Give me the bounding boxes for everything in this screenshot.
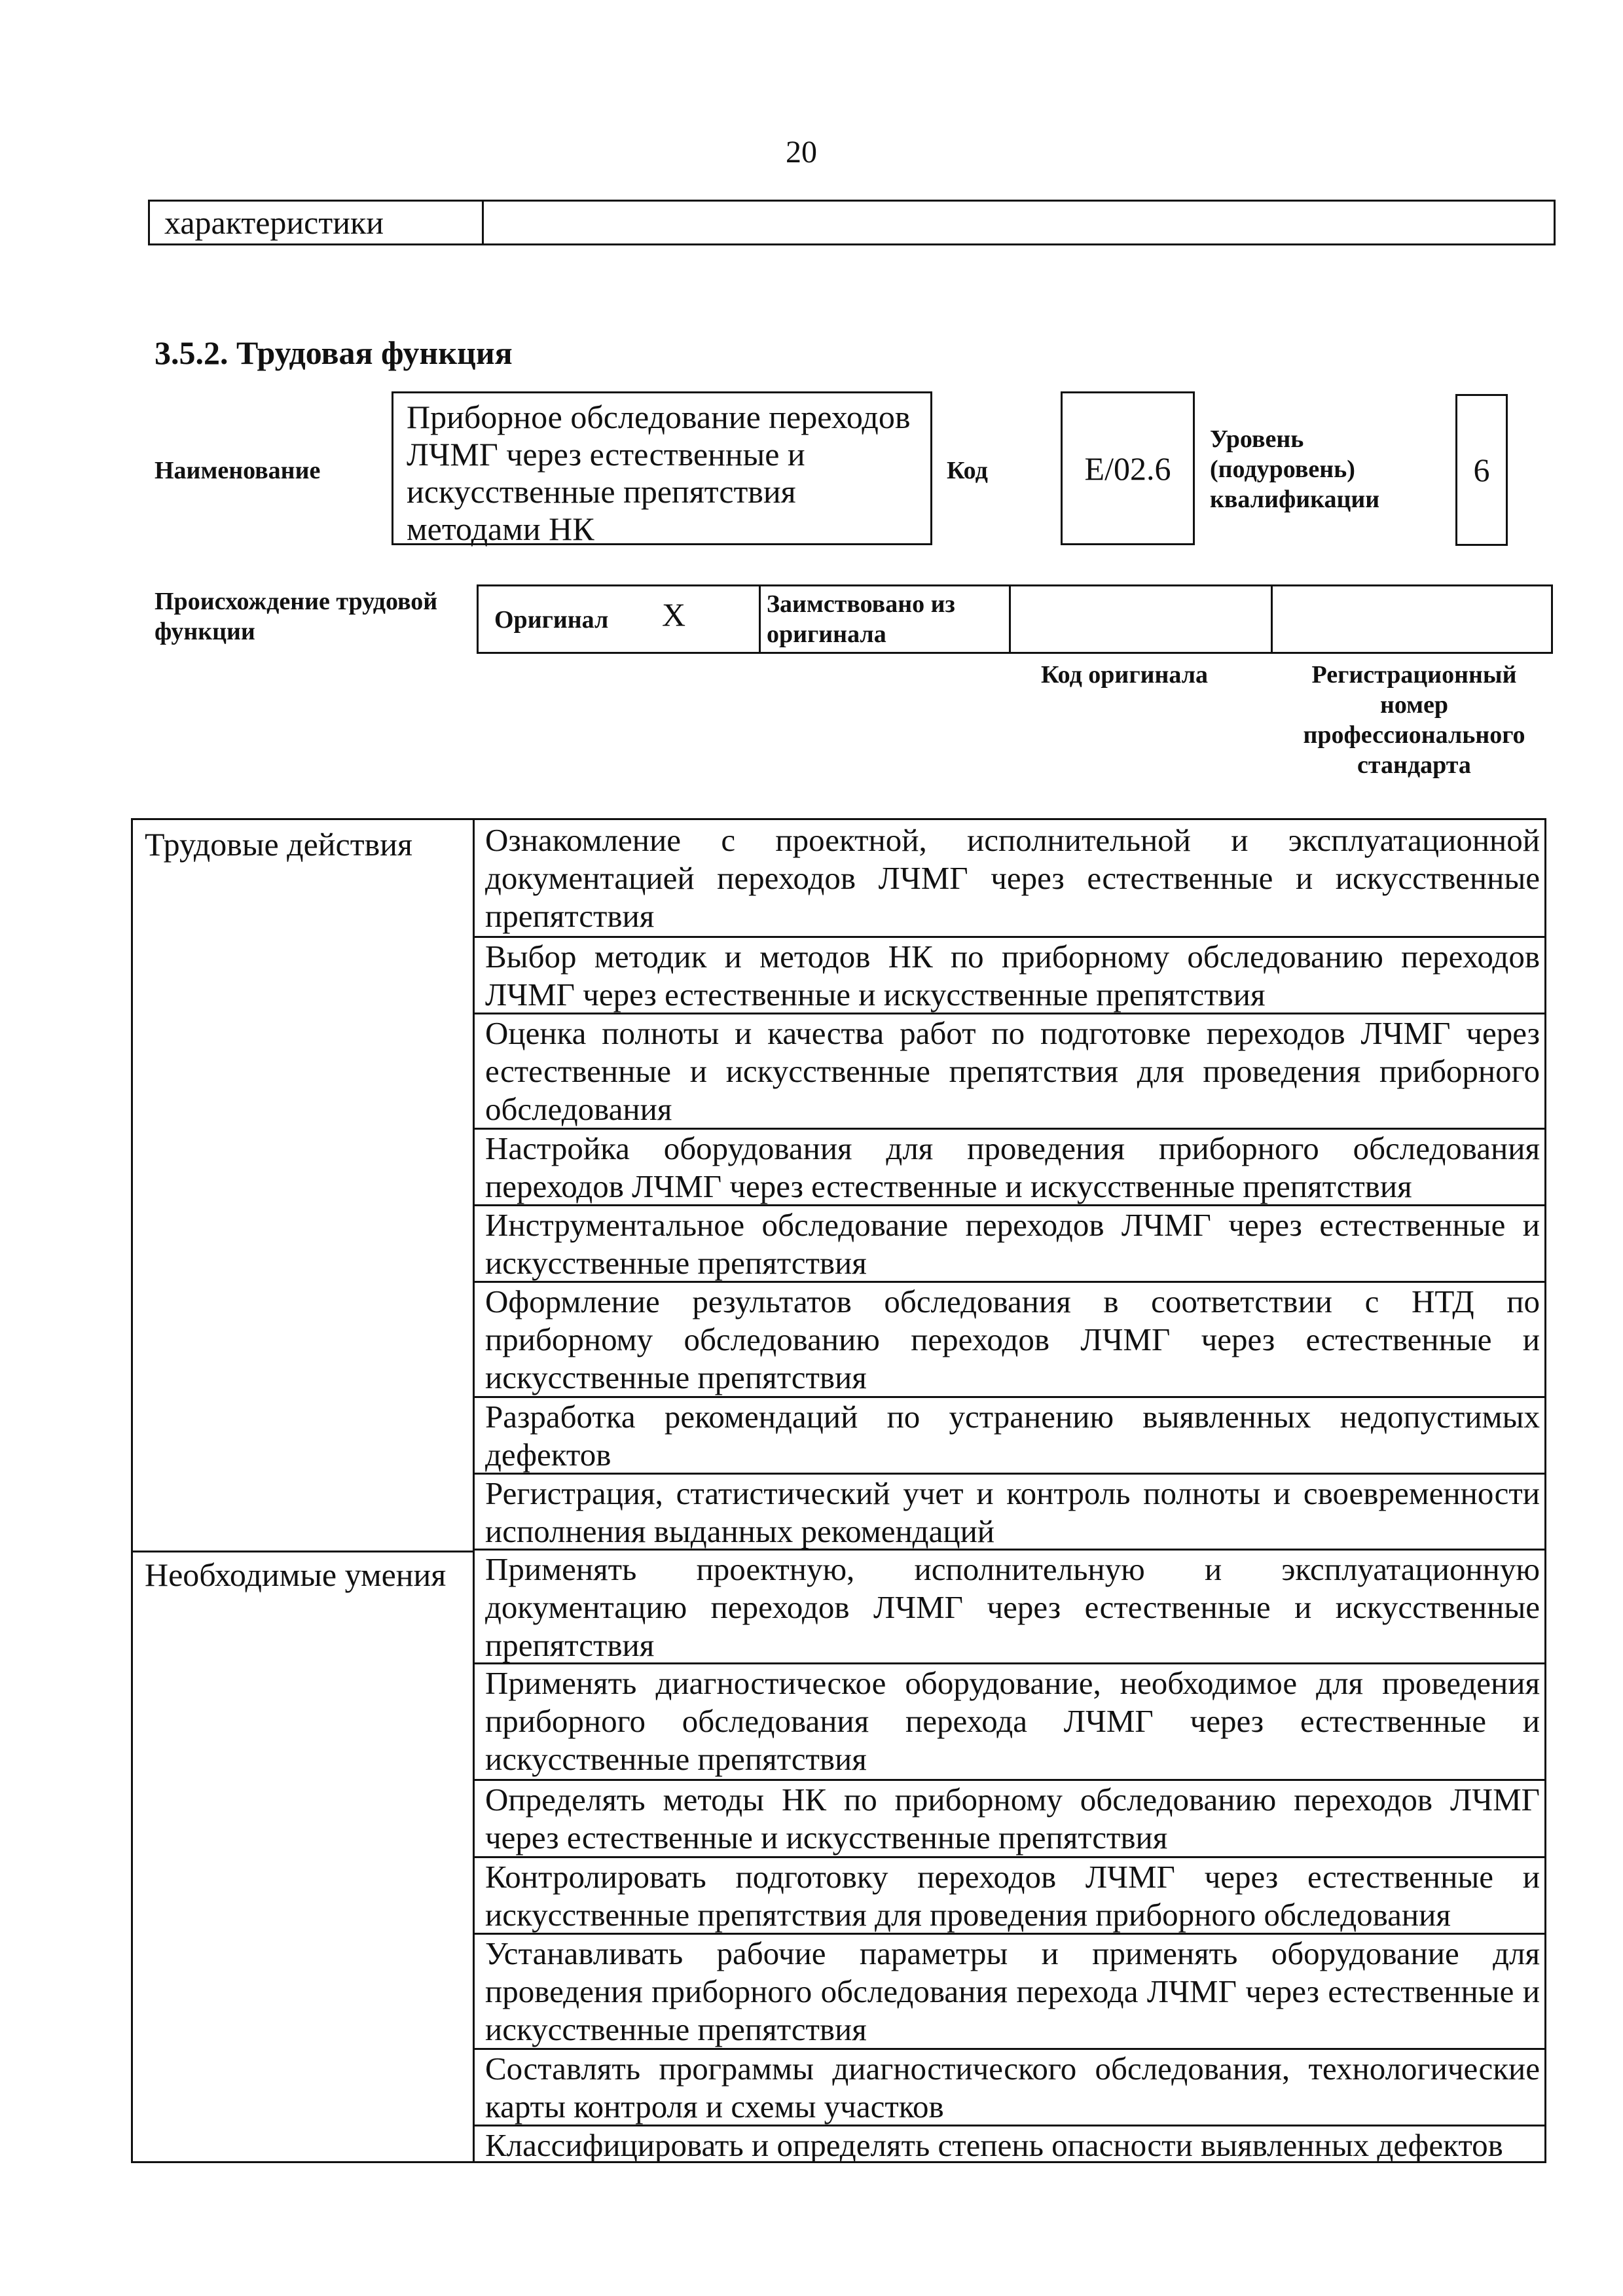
required-skills-header: Необходимые умения <box>145 1556 447 1593</box>
original-label: Оригинал <box>494 606 609 634</box>
origin-label-line: функции <box>155 618 255 645</box>
origin-label-line: Происхождение трудовой <box>155 588 438 615</box>
function-name-line: методами НК <box>407 511 594 547</box>
origin-table <box>477 584 1553 654</box>
borrowed-label <box>767 589 955 649</box>
labor-action-item: Ознакомление с проектной, исполнительной и эксплуатационной документацией переходов ЛЧМГ через естественные и искусственные препятствия <box>475 820 1546 938</box>
level-value: 6 <box>1473 452 1490 488</box>
function-name-box <box>392 391 932 545</box>
labor-action-item: Оценка полноты и качества работ по подготовке переходов ЛЧМГ через естественные и искусственные препятствия для проведения приборного обследования <box>475 1014 1546 1130</box>
labor-action-item: Настройка оборудования для проведения приборного обследования переходов ЛЧМГ через естественные и искусственные препятствия <box>475 1130 1546 1206</box>
reg-number-caption-line: стандарта <box>1357 751 1471 779</box>
skill-item: Составлять программы диагностического обследования, технологические карты контроля и схемы участков <box>475 2050 1546 2126</box>
borrowed-label-line: оригинала <box>767 620 886 648</box>
page-number: 20 <box>786 135 817 170</box>
code-original-caption: Код оригинала <box>1041 661 1209 689</box>
level-label <box>1210 424 1379 514</box>
code-value-box <box>1061 391 1195 545</box>
code-label: Код <box>947 457 988 484</box>
continuation-left-cell: характеристики <box>150 202 484 243</box>
reg-number-caption <box>1257 660 1571 780</box>
origin-label <box>155 586 437 647</box>
labor-action-item: Выбор методик и методов НК по приборному обследованию переходов ЛЧМГ через естественные и искусственные препятствия <box>475 938 1546 1014</box>
name-label: Наименование <box>155 457 321 484</box>
skill-item: Контролировать подготовку переходов ЛЧМГ через естественные и искусственные препятствия для проведения приборного обследования <box>475 1858 1546 1935</box>
labor-actions-table <box>131 818 1546 2163</box>
reg-number-caption-line: номер <box>1379 691 1449 719</box>
skill-item: Применять проектную, исполнительную и эксплуатационную документацию переходов ЛЧМГ через естественные и искусственные препятствия <box>475 1551 1546 1664</box>
labor-actions-header: Трудовые действия <box>145 826 412 863</box>
section-title: 3.5.2. Трудовая функция <box>155 334 513 371</box>
level-value-box <box>1455 394 1508 546</box>
labor-action-item: Инструментальное обследование переходов ЛЧМГ через естественные и искусственные препятствия <box>475 1206 1546 1283</box>
skill-item: Применять диагностическое оборудование, необходимое для проведения приборного обследования перехода ЛЧМГ через естественные и искусственные препятствия <box>475 1664 1546 1781</box>
reg-number-caption-line: Регистрационный <box>1311 661 1517 689</box>
reg-number-caption-line: профессионального <box>1303 721 1525 749</box>
labor-action-item: Регистрация, статистический учет и контроль полноты и своевременности исполнения выданных рекомендаций <box>475 1475 1546 1551</box>
function-name-line: искусственные препятствия <box>407 473 796 510</box>
level-label-line: (подуровень) <box>1210 456 1355 483</box>
skill-item: Определять методы НК по приборному обследованию переходов ЛЧМГ через естественные и искусственные препятствия <box>475 1781 1546 1858</box>
level-label-line: Уровень <box>1210 425 1304 453</box>
function-name-line: Приборное обследование переходов <box>407 399 911 435</box>
skill-item: Устанавливать рабочие параметры и применять оборудование для проведения приборного обследования перехода ЛЧМГ через естественные и искусственные препятствия <box>475 1935 1546 2050</box>
labor-action-item: Оформление результатов обследования в соответствии с НТД по приборному обследованию переходов ЛЧМГ через естественные и искусственные препятствия <box>475 1283 1546 1398</box>
code-value: E/02.6 <box>1084 450 1171 487</box>
skill-item: Классифицировать и определять степень опасности выявленных дефектов <box>485 2127 1503 2163</box>
labor-action-item: Разработка рекомендаций по устранению выявленных недопустимых дефектов <box>475 1398 1546 1475</box>
borrowed-label-line: Заимствовано из <box>767 590 955 618</box>
level-label-line: квалификации <box>1210 486 1380 513</box>
original-mark: X <box>662 596 686 633</box>
function-name-line: ЛЧМГ через естественные и <box>407 436 805 473</box>
continuation-table <box>148 200 1556 245</box>
